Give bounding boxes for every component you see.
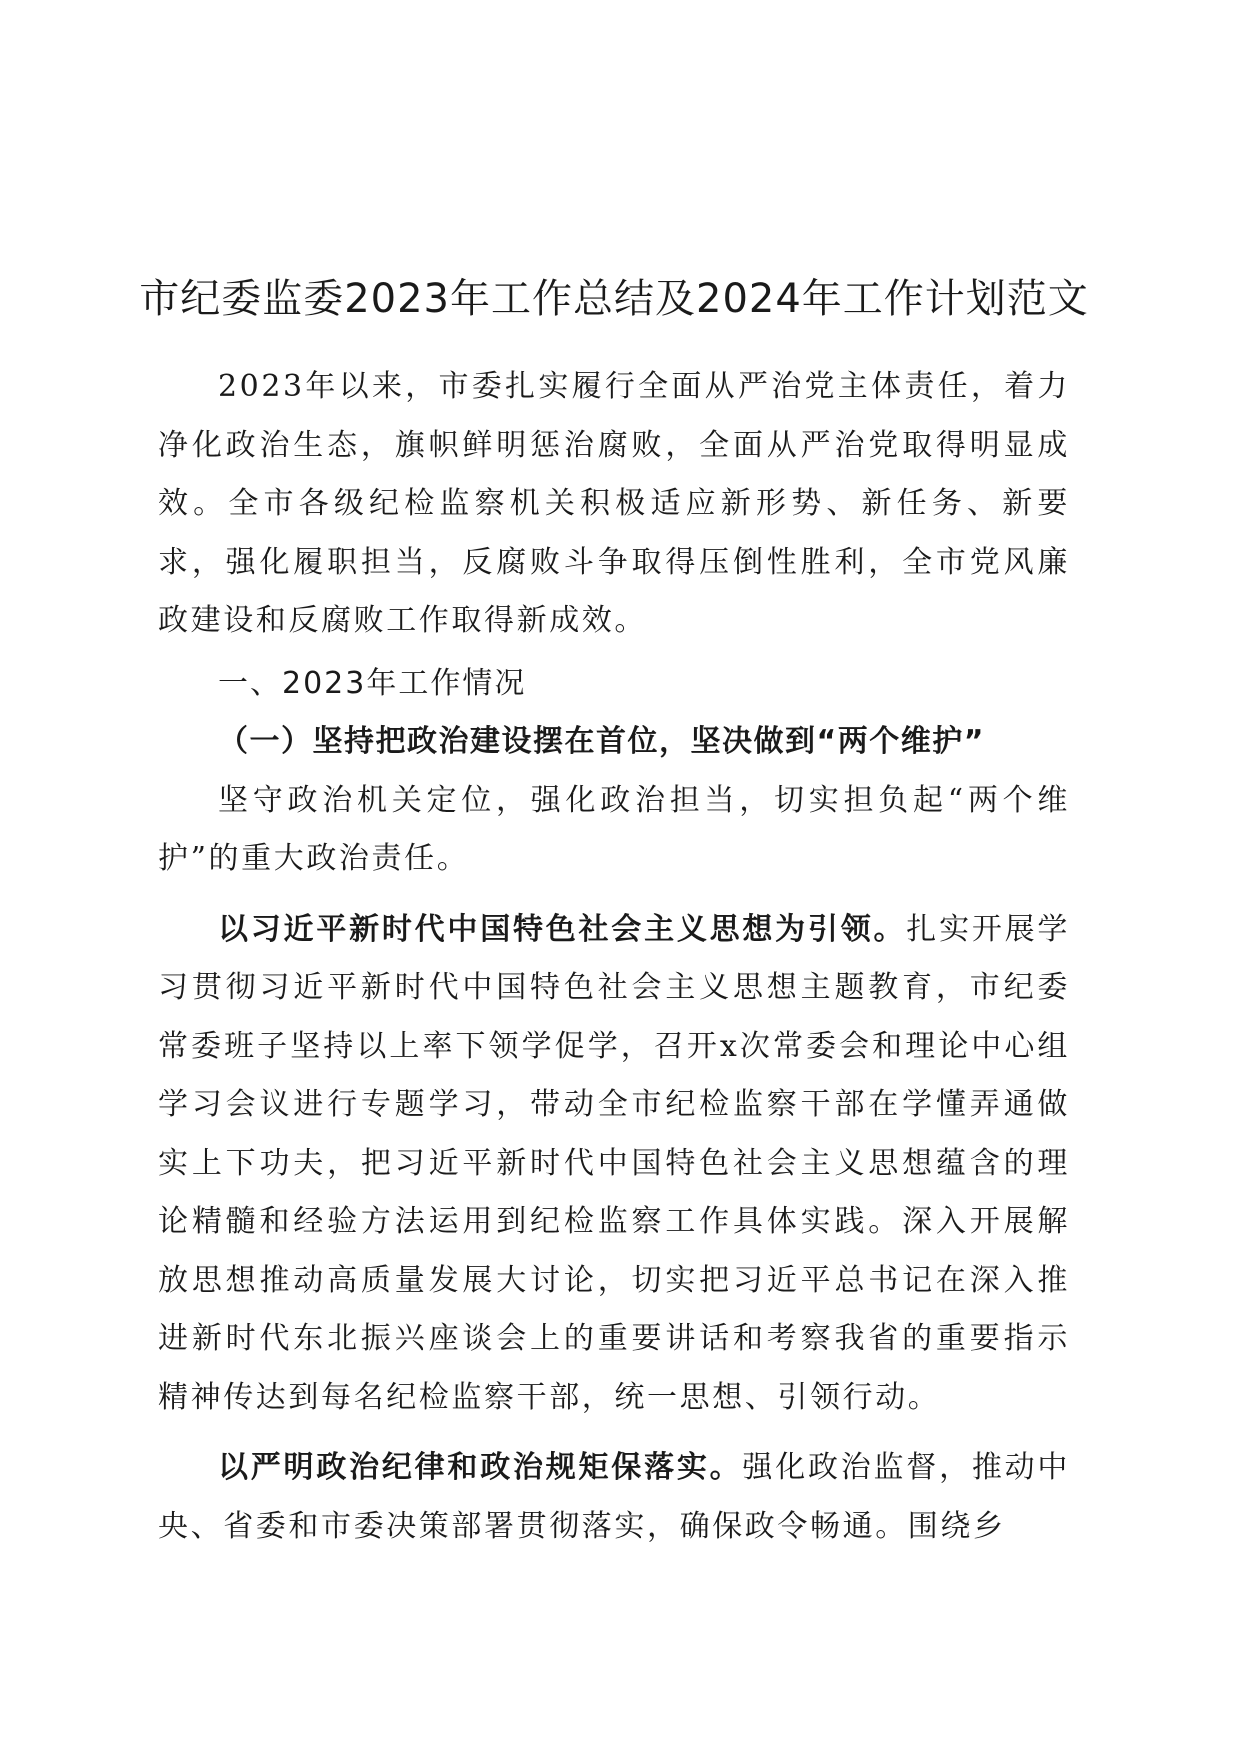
item-paragraph-theory bbox=[158, 901, 1070, 1428]
section-heading: 一、2023年工作情况 bbox=[218, 665, 527, 701]
item-text-theory: 扎实开展学习贯彻习近平新时代中国特色社会主义思想主题教育，市纪委常委班子坚持以上率下领学促学，召开x次常委会和理论中心组学习会议进行专题学习，带动全市纪检监察干部在学懂弄通做实上下功夫，把习近平新时代中国特色社会主义思想蕴含的理论精髓和经验方法运用到纪检监察工作具体实践。深入开展解放思想推动高质量发展大讨论，切实把习近平总书记在深入推进新时代东北振兴座谈会上的重要讲话和考察我省的重要指示精神传达到每名纪检监察干部，统一思想、引领行动。 bbox=[158, 911, 1070, 1415]
subsection-paragraph: 坚守政治机关定位，强化政治担当，切实担负起“两个维护”的重大政治责任。 bbox=[158, 782, 1070, 876]
document-page bbox=[139, 270, 1089, 1556]
item-lead-discipline: 以严明政治纪律和政治规矩保落实。 bbox=[218, 1450, 743, 1485]
intro-paragraph: 2023年以来，市委扎实履行全面从严治党主体责任，着力净化政治生态，旗帜鲜明惩治腐败，全面从严治党取得明显成效。全市各级纪检监察机关积极适应新形势、新任务、新要求，强化履职担当，反腐败斗争取得压倒性胜利，全市党风廉政建设和反腐败工作取得新成效。 bbox=[158, 369, 1070, 638]
subsection-heading: （一）坚持把政治建设摆在首位，坚决做到“两个维护” bbox=[218, 724, 985, 759]
document-title: 市纪委监委2023年工作总结及2024年工作计划范文 bbox=[139, 276, 1089, 322]
item-text-discipline: 强化政治监督，推动中央、省委和市委决策部署贯彻落实，确保政令畅通。围绕乡 bbox=[158, 1450, 1071, 1544]
item-lead-theory: 以习近平新时代中国特色社会主义思想为引领。 bbox=[218, 911, 907, 947]
item-paragraph-discipline bbox=[158, 1439, 1070, 1556]
